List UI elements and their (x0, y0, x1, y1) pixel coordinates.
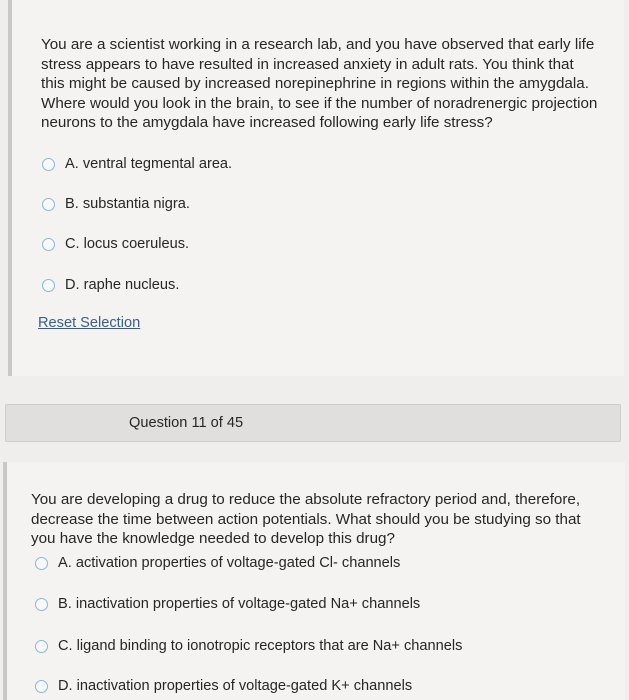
radio-button[interactable] (35, 680, 48, 693)
answer-option-c[interactable] (42, 236, 189, 252)
question-text: You are a scientist working in a research lab, and you have observed that early life stress appears to have resulted in increased anxiety in adult rats. You think that this might be caused by increased norepinephrine in regions within the amygdala. Where would you look in the brain, to see if the number of noradrenergic projection neurons to the amygdala have increased following early life stress? (41, 36, 598, 131)
question-number-label: Question 11 of 45 (129, 415, 244, 431)
question-header (5, 404, 621, 442)
answer-option-a[interactable] (42, 156, 232, 172)
option-label: C. ligand binding to ionotropic receptors that are Na+ channels (58, 638, 463, 654)
option-label: B. inactivation properties of voltage-gated Na+ channels (58, 596, 421, 612)
option-label: B. substantia nigra. (65, 196, 190, 212)
answer-option-d[interactable] (42, 277, 179, 293)
option-label: D. raphe nucleus. (65, 277, 180, 293)
radio-button[interactable] (42, 238, 55, 251)
radio-button[interactable] (35, 557, 48, 570)
radio-button[interactable] (42, 279, 55, 292)
option-label: C. locus coeruleus. (65, 236, 190, 252)
answer-option-b[interactable] (42, 196, 190, 212)
option-label: D. inactivation properties of voltage-gated K+ channels (58, 678, 413, 694)
option-label: A. ventral tegmental area. (65, 156, 233, 172)
radio-button[interactable] (42, 158, 55, 171)
answer-option-c[interactable] (35, 638, 462, 654)
answer-option-a[interactable] (35, 555, 400, 571)
answer-option-b[interactable] (35, 596, 420, 612)
question-text: You are developing a drug to reduce the absolute refractory period and, therefore, decrease the time between action potentials. What should you be studying so that you have the knowledge needed to develop this drug? (31, 491, 581, 547)
question-card-11 (3, 462, 625, 700)
radio-button[interactable] (42, 198, 55, 211)
answer-option-d[interactable] (35, 678, 412, 694)
radio-button[interactable] (35, 640, 48, 653)
question-card-10 (8, 0, 624, 376)
option-label: A. activation properties of voltage-gated Cl- channels (58, 555, 401, 571)
radio-button[interactable] (35, 598, 48, 611)
reset-selection-link[interactable]: Reset Selection (38, 315, 141, 331)
